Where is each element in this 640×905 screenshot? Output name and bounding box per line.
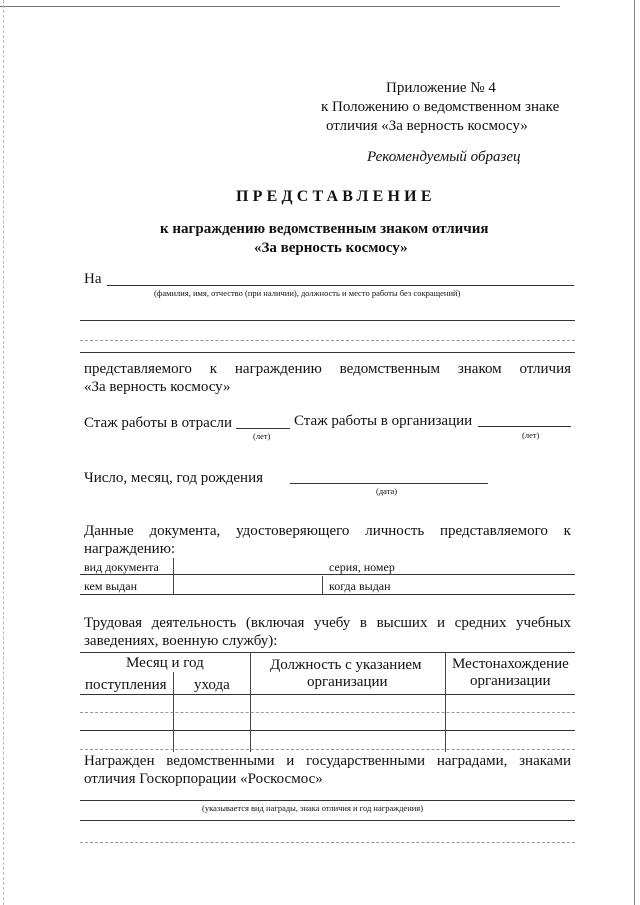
doc-type-input[interactable] bbox=[80, 574, 575, 575]
table-row-line-1[interactable] bbox=[80, 712, 575, 713]
awards-hint: (указывается вид награды, знака отличия и год награждения) bbox=[202, 803, 424, 813]
table-header-month-year: Месяц и год bbox=[126, 655, 204, 671]
industry-experience-label: Стаж работы в отрасли bbox=[84, 415, 232, 431]
table-header-leave: ухода bbox=[194, 677, 230, 693]
id-doc-line-2: награждению: bbox=[84, 541, 176, 557]
awards-input-line-2[interactable] bbox=[80, 820, 575, 821]
table-row-line-2[interactable] bbox=[80, 730, 575, 731]
awards-line-2: отличия Госкорпорации «Роскосмос» bbox=[84, 771, 323, 787]
awards-input-line[interactable] bbox=[80, 800, 575, 801]
document-subtitle-2: «За верность космосу» bbox=[254, 240, 408, 256]
id-doc-divider-1 bbox=[173, 558, 174, 594]
sample-label: Рекомендуемый образец bbox=[367, 149, 521, 165]
labor-line-2: заведениях, военную службу): bbox=[84, 633, 278, 649]
table-header-location-2: организации bbox=[470, 673, 551, 689]
id-doc-line-1: Данные документа, удостоверяющего личность представляемого к bbox=[84, 523, 571, 539]
id-doc-divider-2 bbox=[322, 576, 323, 594]
to-hint: (фамилия, имя, отчество (при наличии), должность и место работы без сокращений) bbox=[154, 288, 461, 298]
industry-experience-input[interactable] bbox=[236, 428, 290, 429]
page-edge-right bbox=[634, 0, 635, 905]
birth-date-input[interactable] bbox=[290, 483, 488, 484]
awards-line-1: Награжден ведомственными и государственными наградами, знаками bbox=[84, 753, 571, 769]
table-col-divider-2 bbox=[445, 652, 446, 752]
regulation-line-2: отличия «За верность космосу» bbox=[326, 118, 528, 134]
appendix-number: Приложение № 4 bbox=[386, 80, 496, 96]
to-input-line-2[interactable] bbox=[80, 320, 575, 321]
blank-line bbox=[80, 340, 575, 341]
to-input-line[interactable] bbox=[107, 285, 574, 286]
page-edge-left bbox=[3, 0, 4, 905]
org-experience-label: Стаж работы в организации bbox=[294, 413, 473, 429]
table-header-position-1: Должность с указанием bbox=[270, 657, 422, 673]
table-top-border bbox=[80, 652, 575, 653]
document-title: ПРЕДСТАВЛЕНИЕ bbox=[236, 188, 436, 205]
org-experience-input[interactable] bbox=[478, 426, 571, 427]
issued-by-input[interactable] bbox=[80, 594, 575, 595]
table-col-divider-1 bbox=[250, 652, 251, 752]
presented-line-1: представляемого к награждению ведомственным знаком отличия bbox=[84, 361, 571, 377]
regulation-line-1: к Положению о ведомственном знаке bbox=[321, 99, 560, 115]
industry-years-hint: (лет) bbox=[253, 431, 271, 441]
table-header-bottom bbox=[80, 694, 575, 695]
to-input-line-3[interactable] bbox=[80, 352, 575, 353]
org-years-hint: (лет) bbox=[522, 430, 540, 440]
page-edge-top bbox=[0, 6, 560, 7]
table-row-line-3[interactable] bbox=[80, 749, 575, 750]
to-label: На bbox=[84, 271, 102, 287]
table-header-location-1: Местонахождение bbox=[452, 656, 569, 672]
labor-line-1: Трудовая деятельность (включая учебу в высших и средних учебных bbox=[84, 615, 571, 631]
presented-line-2: «За верность космосу» bbox=[84, 379, 231, 395]
birth-date-label: Число, месяц, год рождения bbox=[84, 470, 263, 486]
table-header-entry: поступления bbox=[85, 677, 167, 693]
date-hint: (дата) bbox=[376, 486, 398, 496]
document-subtitle-1: к награждению ведомственным знаком отличия bbox=[160, 221, 489, 237]
series-number-label: серия, номер bbox=[329, 560, 395, 574]
doc-type-label: вид документа bbox=[84, 560, 159, 574]
issued-when-label: когда выдан bbox=[329, 579, 391, 593]
awards-input-line-3[interactable] bbox=[80, 842, 575, 843]
table-header-position-2: организации bbox=[307, 674, 388, 690]
issued-by-label: кем выдан bbox=[84, 579, 138, 593]
